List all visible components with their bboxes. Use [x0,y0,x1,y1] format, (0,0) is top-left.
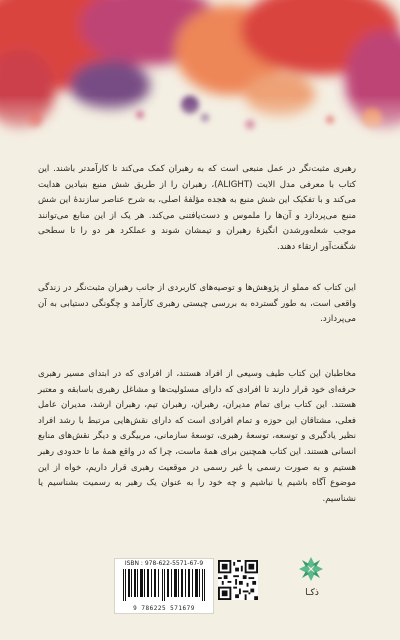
watercolor-splash-art [0,0,400,150]
isbn-barcode-block [114,558,214,614]
qr-code-icon [218,560,258,600]
barcode-number: 9 786225 571679 [133,605,195,612]
publisher-logo-icon [298,556,324,582]
isbn-label: ISBN : 978-622-5571-67-9 [124,560,204,567]
bottom-bar [90,550,375,616]
description-paragraph-3: مخاطبان این کتاب طیف وسیعی از افراد هستند، از افرادی که در ابتدای مسیر رهبری حرفه‌ای خود قرار دارند تا افرادی که دارای مسئولیت‌ها و مشاغل رهبری باسابقه و معتبر هستند. این کتاب برای تمام مدیران، رهبران، رهبران تیم، رهبران ارشد، مدیران عامل فعلی، مشتاقان این حوزه و تمام افرادی است که دارای نقش‌هایی مرتبط با رشد افراد نظیر یادگیری و توسعه، توسعهٔ رهبری، توسعهٔ سازمانی، مربیگری و دیگر نقش‌های منابع انسانی هستند. این کتاب همچنین برای همهٔ ماست، چرا که در واقع همهٔ ما تا حدودی رهبر هستیم و به صورت رسمی یا غیر رسمی در موقعیت رهبری قرار داریم، خواه از این موضوع آگاه باشیم یا نباشیم و چه خود را به عنوان یک رهبر به رسمیت بشناسیم یا نشناسیم. [38,369,356,504]
description-paragraph-1: رهبری مثبت‌نگر در عمل منبعی است که به رهبران کمک می‌کند تا کارآمدتر باشند. این کتاب با معرفی مدل الایت (ALIGHT)، رهبران را از طریق شش منبع بنیادین هدایت می‌کند و با تفکیک این شش منبع به هجده مؤلفهٔ اصلی، به شرح عناصر سازندهٔ این شش منبع می‌پردازد و آن‌ها را ملموس و دست‌یافتنی می‌کند. هر یک از این منابع می‌توانند موجب شعله‌ورشدن انگیزهٔ رهبران و تیمشان شوند و عملکرد هر دو را تا سطحی شگفت‌آور ارتقاء دهند. [38,164,357,252]
barcode-icon [121,569,207,601]
publisher-mark [292,550,332,614]
publisher-name: ذکـا [305,588,319,598]
description-paragraph-2: این کتاب که مملو از پژوهش‌ها و توصیه‌های کاربردی از جانب رهبران مثبت‌نگر در زندگی واقعی است، به طور گسترده به بررسی چیستی رهبری کارآمد و چگونگی دستیابی به آن می‌پردازد. [38,283,356,325]
